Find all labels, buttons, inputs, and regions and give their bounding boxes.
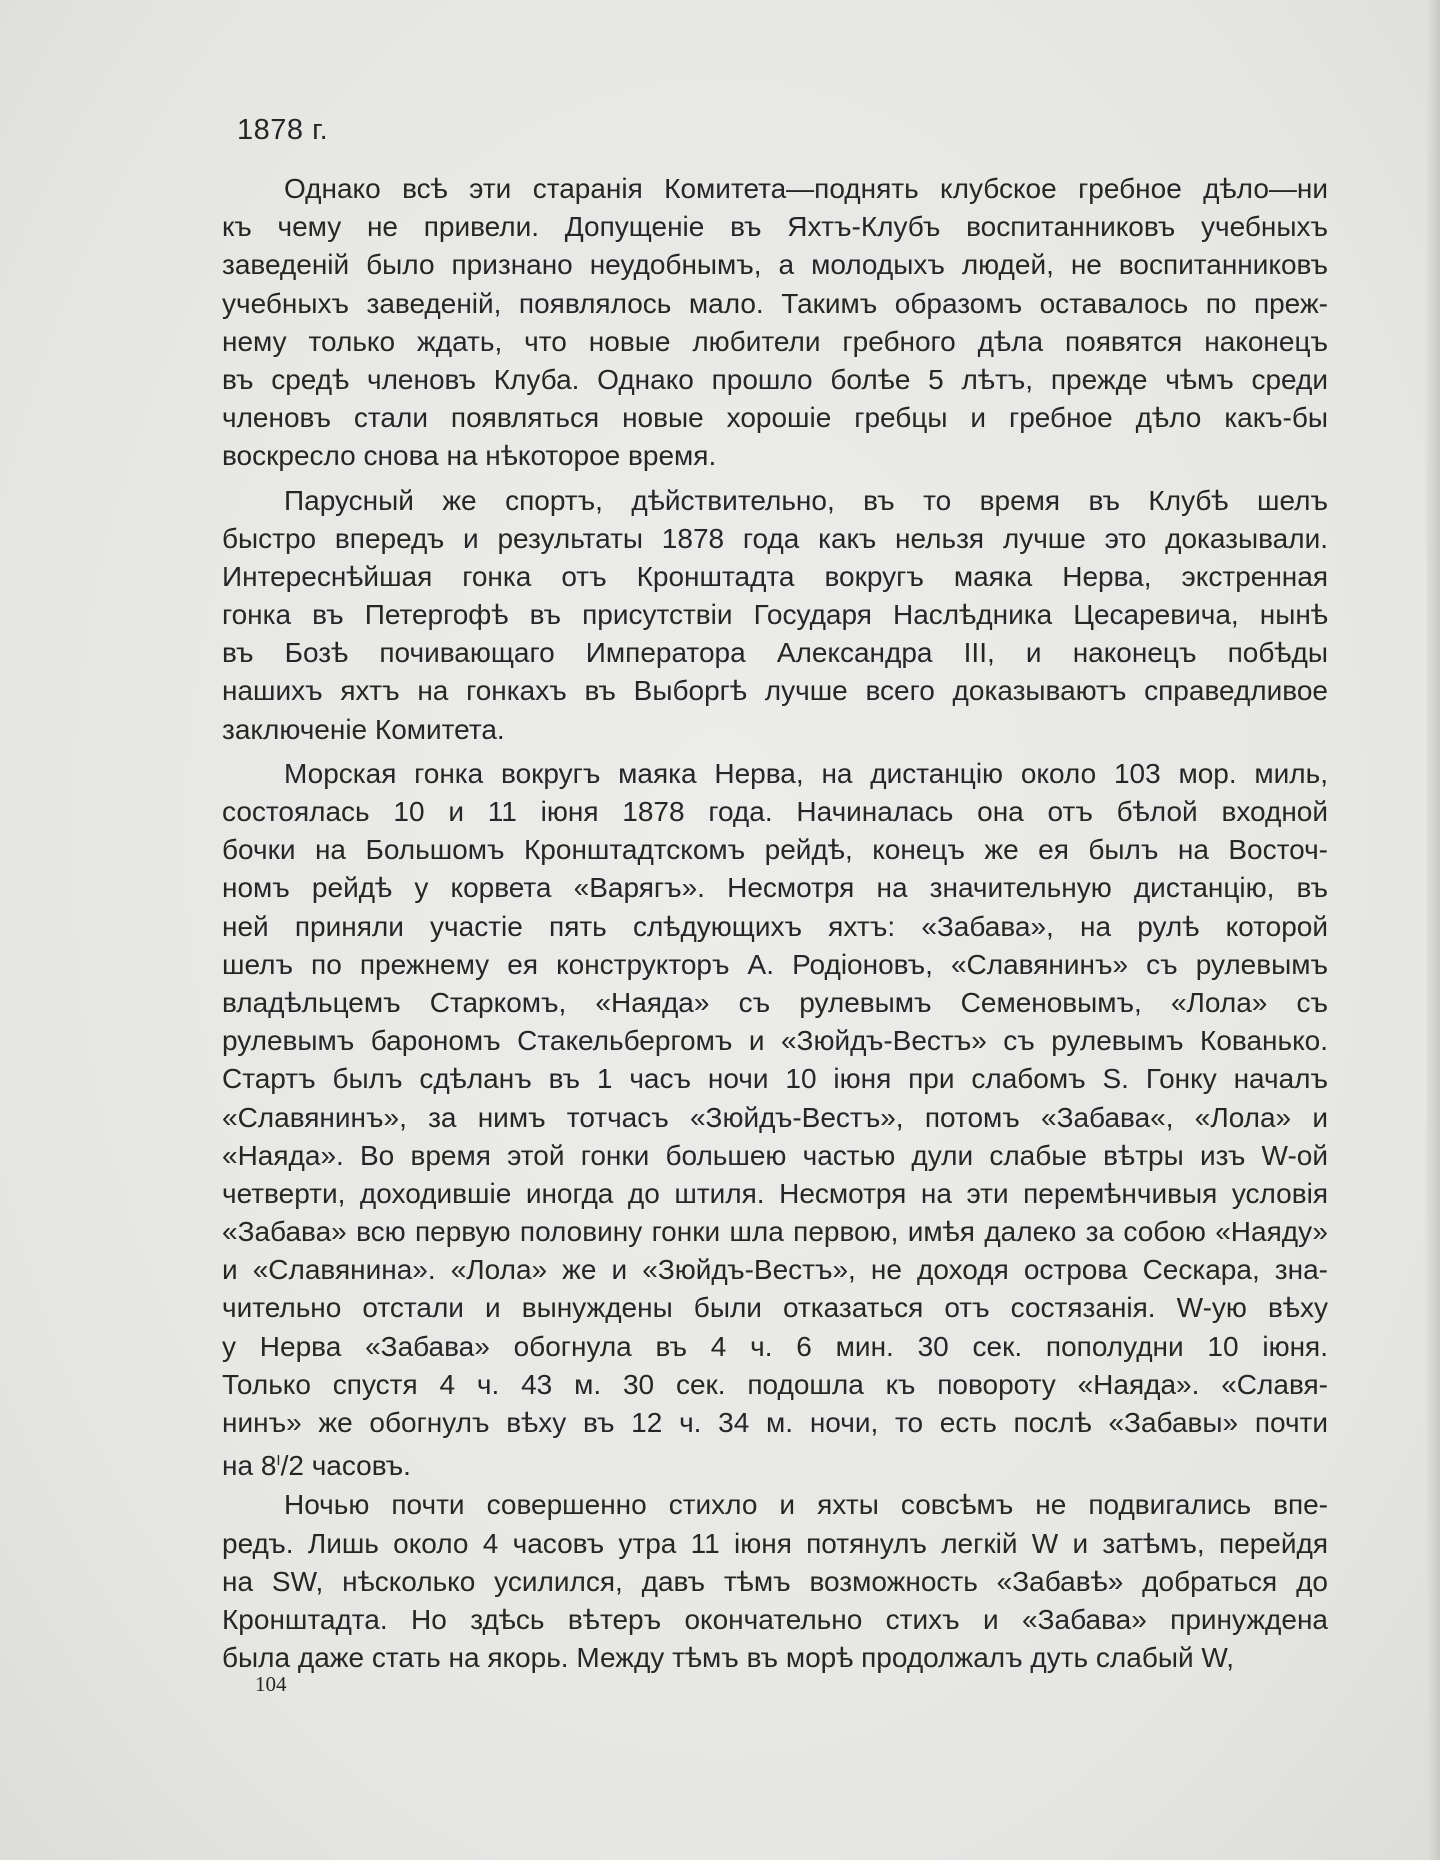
text-line: Кронштадта. Но здѣсь вѣтеръ окончательно стихъ и «Забава» принуждена <box>222 1603 1328 1635</box>
text-line: и «Славянина». «Лола» же и «Зюйдъ-Вестъ», не доходя острова Сескара, зна- <box>222 1254 1328 1286</box>
text-line: «Славянинъ», за нимъ тотчасъ «Зюйдъ-Вестъ», потомъ «Забава«, «Лола» и <box>222 1101 1328 1133</box>
text-line <box>222 1442 1328 1480</box>
text-fragment: /2 часовъ. <box>280 1450 411 1482</box>
page-edge-shadow <box>1426 0 1440 1860</box>
text-line: у Нерва «Забава» обогнула въ 4 ч. 6 мин. 30 сек. пополудни 10 іюня. <box>222 1330 1328 1362</box>
text-line: была даже стать на якорь. Между тѣмъ въ морѣ продолжалъ дуть слабый W, <box>222 1642 1235 1674</box>
text-line: Морская гонка вокругъ маяка Нерва, на дистанцію около 103 мор. миль, <box>284 757 1328 789</box>
text-fragment: на 8 <box>222 1450 277 1482</box>
text-line: рулевымъ барономъ Стакельбергомъ и «Зюйдъ-Вестъ» съ рулевымъ Кованько. <box>222 1025 1328 1057</box>
text-line: Стартъ былъ сдѣланъ въ 1 часъ ночи 10 іюня при слабомъ S. Гонку началъ <box>222 1063 1328 1095</box>
text-line: «Наяда». Во время этой гонки большею частью дули слабые вѣтры изъ W-ой <box>222 1139 1328 1171</box>
text-line: воскресло снова на нѣкоторое время. <box>222 440 717 472</box>
paragraph-3 <box>222 755 1328 1442</box>
text-line: ней приняли участіе пять слѣдующихъ яхтъ: «Забава», на рулѣ которой <box>222 910 1328 942</box>
text-line: членовъ стали появляться новые хорошіе гребцы и гребное дѣло какъ-бы <box>222 402 1328 434</box>
text-line: Парусный же спортъ, дѣйствительно, въ то время въ Клубѣ шелъ <box>284 484 1328 516</box>
text-line: заведеній было признано неудобнымъ, а молодыхъ людей, не воспитанниковъ <box>222 249 1328 281</box>
superscript-fragment: I <box>276 1452 281 1470</box>
paragraph-4 <box>222 1486 1328 1677</box>
text-line: заключеніе Комитета. <box>222 713 505 745</box>
text-line: Ночью почти совершенно стихло и яхты совсѣмъ не подвигались впе- <box>284 1489 1328 1521</box>
text-line: владѣльцемъ Старкомъ, «Наяда» съ рулевымъ Семеновымъ, «Лола» съ <box>222 986 1328 1018</box>
text-line: номъ рейдѣ у корвета «Варягъ». Несмотря на значительную дистанцію, въ <box>222 872 1328 904</box>
text-line: четверти, доходившіе иногда до штиля. Несмотря на эти перемѣнчивыя условія <box>222 1177 1328 1209</box>
text-line: Только спустя 4 ч. 43 м. 30 сек. подошла къ повороту «Наяда». «Славя- <box>222 1368 1328 1400</box>
text-line: учебныхъ заведеній, появлялось мало. Такимъ образомъ оставалось по преж- <box>222 287 1328 319</box>
text-line: состоялась 10 и 11 іюня 1878 года. Начиналась она отъ бѣлой входной <box>222 796 1328 827</box>
text-line: шелъ по прежнему ея конструкторъ А. Родіоновъ, «Славянинъ» съ рулевымъ <box>222 948 1328 980</box>
text-line: на SW, нѣсколько усилился, давъ тѣмъ возможность «Забавѣ» добраться до <box>222 1565 1328 1597</box>
paragraph-2 <box>222 482 1328 749</box>
text-line: нашихъ яхтъ на гонкахъ въ Выборгѣ лучше всего доказываютъ справедливое <box>222 675 1328 707</box>
text-line: гонка въ Петергофѣ въ присутствіи Государя Наслѣдника Цесаревича, нынѣ <box>222 599 1328 631</box>
text-line: бочки на Большомъ Кронштадтскомъ рейдѣ, конецъ же ея былъ на Восточ- <box>222 834 1328 866</box>
text-line: быстро впередъ и результаты 1878 года какъ нельзя лучше это доказывали. <box>222 522 1328 554</box>
text-line: «Забава» всю первую половину гонки шла первою, имѣя далеко за собою «Наяду» <box>222 1216 1328 1248</box>
text-line: Однако всѣ эти старанія Комитета—поднять клубское гребное дѣло—ни <box>284 173 1328 204</box>
text-line: нинъ» же обогнулъ вѣху въ 12 ч. 34 м. ночи, то есть послѣ «Забавы» почти <box>222 1407 1328 1438</box>
text-line: Интереснѣйшая гонка отъ Кронштадта вокругъ маяка Нерва, экстренная <box>222 560 1328 592</box>
text-line: въ Бозѣ почивающаго Императора Александра III, и наконецъ побѣды <box>222 637 1328 669</box>
text-line: въ средѣ членовъ Клуба. Однако прошло болѣе 5 лѣтъ, прежде чѣмъ среди <box>222 363 1328 395</box>
page-heading-year: 1878 г. <box>237 114 329 146</box>
body-text <box>222 170 1328 1677</box>
page-number: 104 <box>255 1672 287 1696</box>
text-line: нему только ждать, что новые любители гребного дѣла появятся наконецъ <box>222 325 1328 357</box>
text-line: чительно отстали и вынуждены были отказаться отъ состязанія. W-ую вѣху <box>222 1292 1328 1324</box>
text-line: къ чему не привели. Допущеніе въ Яхтъ-Клубъ воспитанниковъ учебныхъ <box>222 211 1328 243</box>
paragraph-1 <box>222 170 1328 476</box>
text-line: редъ. Лишь около 4 часовъ утра 11 іюня потянулъ легкій W и затѣмъ, перейдя <box>222 1527 1328 1559</box>
